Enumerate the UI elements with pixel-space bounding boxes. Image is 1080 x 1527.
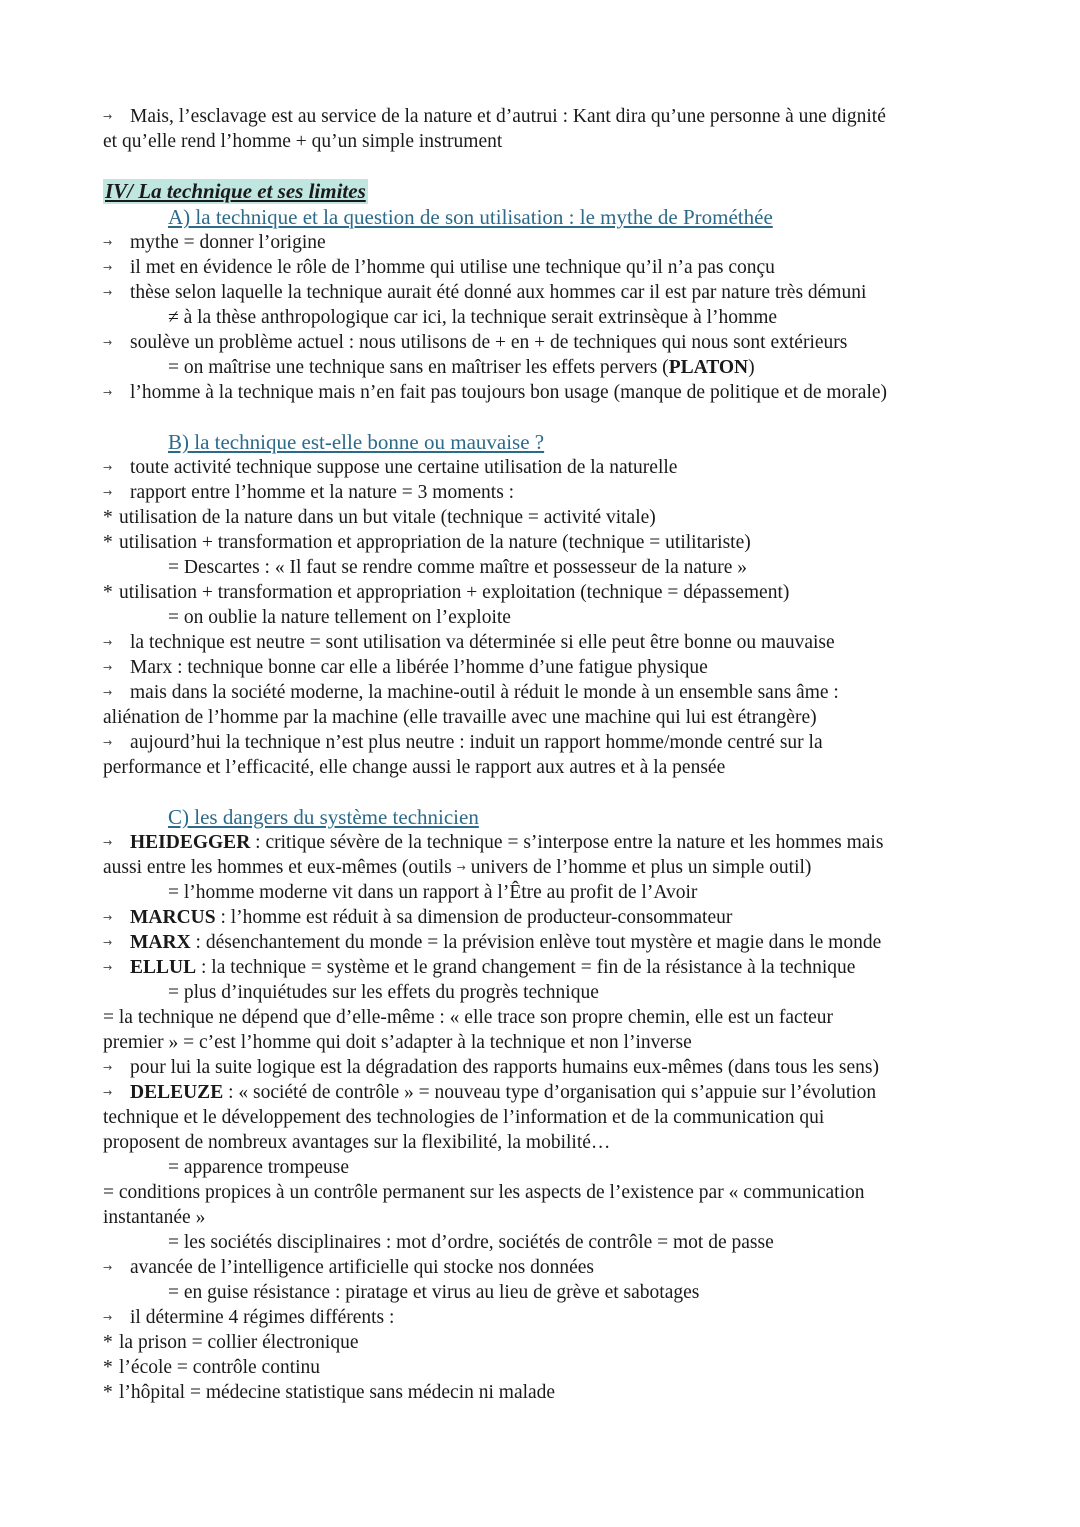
- text-line: performance et l’efficacité, elle change aussi le rapport aux autres et à la pensée: [103, 757, 726, 778]
- intro-line: → Mais, l’esclavage est au service de la nature et d’autrui : Kant dira qu’une personne à une dignité: [103, 106, 886, 127]
- bullet-icon: *: [103, 1357, 113, 1378]
- text-line: aliénation de l’homme par la machine (elle travaille avec une machine qui lui est étrangère): [103, 707, 817, 728]
- document-body: [103, 104, 1003, 1405]
- bullet-item: * utilisation + transformation et appropriation de la nature (technique = utilitariste): [103, 532, 751, 553]
- list-item: → mais dans la société moderne, la machine-outil à réduit le monde à un ensemble sans âme :: [103, 682, 839, 703]
- arrow-icon: →: [103, 636, 113, 649]
- indented-line: = les sociétés disciplinaires : mot d’ordre, sociétés de contrôle = mot de passe: [168, 1232, 774, 1253]
- arrow-icon: →: [103, 661, 113, 674]
- arrow-icon: →: [103, 1086, 113, 1099]
- indented-line: = plus d’inquiétudes sur les effets du progrès technique: [168, 982, 599, 1003]
- list-item: → DELEUZE : « société de contrôle » = nouveau type d’organisation qui s’appuie sur l’évolution: [103, 1082, 877, 1103]
- arrow-icon: →: [103, 936, 113, 949]
- list-item: → toute activité technique suppose une certaine utilisation de la naturelle: [103, 457, 678, 478]
- indented-line: = on oublie la nature tellement on l’exploite: [168, 607, 511, 628]
- list-item: → avancée de l’intelligence artificielle qui stocke nos données: [103, 1257, 595, 1278]
- text-line: instantanée »: [103, 1207, 206, 1228]
- arrow-icon: →: [103, 836, 113, 849]
- arrow-icon: →: [103, 1061, 113, 1074]
- arrow-icon: →: [456, 861, 466, 874]
- list-item: → thèse selon laquelle la technique aurait été donné aux hommes car il est par nature très démuni: [103, 282, 867, 303]
- list-item: → l’homme à la technique mais n’en fait pas toujours bon usage (manque de politique et de morale): [103, 382, 888, 403]
- list-item: → mythe = donner l’origine: [103, 232, 326, 253]
- arrow-icon: →: [103, 336, 113, 349]
- bullet-item: * utilisation + transformation et appropriation + exploitation (technique = dépassement): [103, 582, 790, 603]
- section-heading: IV/ La technique et ses limites: [105, 179, 366, 203]
- text-line: technique et le développement des technologies de l’information et de la communication qui: [103, 1107, 825, 1128]
- bullet-icon: *: [103, 507, 113, 528]
- list-item: → rapport entre l’homme et la nature = 3 moments :: [103, 482, 515, 503]
- bullet-item: * la prison = collier électronique: [103, 1332, 359, 1353]
- indented-line: = apparence trompeuse: [168, 1157, 349, 1178]
- bullet-icon: *: [103, 582, 113, 603]
- text-line: = conditions propices à un contrôle permanent sur les aspects de l’existence par « communication: [103, 1182, 865, 1203]
- list-item: → la technique est neutre = sont utilisation va déterminée si elle peut être bonne ou mauvaise: [103, 632, 835, 653]
- arrow-icon: →: [103, 911, 113, 924]
- bullet-icon: *: [103, 1382, 113, 1403]
- text-line: proposent de nombreux avantages sur la flexibilité, la mobilité…: [103, 1132, 611, 1153]
- bullet-icon: *: [103, 532, 113, 553]
- list-item: → MARCUS : l’homme est réduit à sa dimension de producteur-consommateur: [103, 907, 733, 928]
- arrow-icon: →: [103, 1311, 113, 1324]
- list-item: → aujourd’hui la technique n’est plus neutre : induit un rapport homme/monde centré sur la: [103, 732, 823, 753]
- subsection-a-title: A) la technique et la question de son utilisation : le mythe de Prométhée: [168, 205, 773, 229]
- list-item: → pour lui la suite logique est la dégradation des rapports humains eux-mêmes (dans tous les sens): [103, 1057, 879, 1078]
- indented-line: = on maîtrise une technique sans en maîtriser les effets pervers (PLATON): [168, 357, 755, 378]
- list-item: → il détermine 4 régimes différents :: [103, 1307, 395, 1328]
- indented-line: = en guise résistance : piratage et virus au lieu de grève et sabotages: [168, 1282, 700, 1303]
- indented-line: = Descartes : « Il faut se rendre comme maître et possesseur de la nature »: [168, 557, 747, 578]
- arrow-icon: →: [103, 386, 113, 399]
- bullet-item: * l’hôpital = médecine statistique sans médecin ni malade: [103, 1382, 556, 1403]
- text-line: premier » = c’est l’homme qui doit s’adapter à la technique et non l’inverse: [103, 1032, 692, 1053]
- bullet-item: * utilisation de la nature dans un but vitale (technique = activité vitale): [103, 507, 656, 528]
- arrow-icon: →: [103, 261, 113, 274]
- list-item: → soulève un problème actuel : nous utilisons de + en + de techniques qui nous sont extérieurs: [103, 332, 848, 353]
- arrow-icon: →: [103, 736, 113, 749]
- list-item: → MARX : désenchantement du monde = la prévision enlève tout mystère et magie dans le monde: [103, 932, 882, 953]
- arrow-icon: →: [103, 1261, 113, 1274]
- bullet-icon: *: [103, 1332, 113, 1353]
- bullet-item: * l’école = contrôle continu: [103, 1357, 321, 1378]
- indented-line: = l’homme moderne vit dans un rapport à l’Être au profit de l’Avoir: [168, 882, 698, 903]
- indented-line: ≠ à la thèse anthropologique car ici, la technique serait extrinsèque à l’homme: [168, 307, 778, 328]
- list-item: → il met en évidence le rôle de l’homme qui utilise une technique qu’il n’a pas conçu: [103, 257, 775, 278]
- arrow-icon: →: [103, 486, 113, 499]
- arrow-icon: →: [103, 286, 113, 299]
- arrow-icon: →: [103, 236, 113, 249]
- subsection-c-title: C) les dangers du système technicien: [168, 805, 479, 829]
- arrow-icon: →: [103, 961, 113, 974]
- subsection-b-title: B) la technique est-elle bonne ou mauvaise ?: [168, 430, 545, 454]
- list-item: → Marx : technique bonne car elle a libérée l’homme d’une fatigue physique: [103, 657, 708, 678]
- arrow-icon: →: [103, 461, 113, 474]
- list-item: → ELLUL : la technique = système et le grand changement = fin de la résistance à la technique: [103, 957, 856, 978]
- text-line: = la technique ne dépend que d’elle-même : « elle trace son propre chemin, elle est un facteur: [103, 1007, 834, 1028]
- arrow-icon: →: [103, 686, 113, 699]
- arrow-icon: →: [103, 110, 113, 123]
- intro-line: et qu’elle rend l’homme + qu’un simple instrument: [103, 131, 503, 152]
- list-item: → HEIDEGGER : critique sévère de la technique = s’interpose entre la nature et les hommes mais: [103, 832, 884, 853]
- text-line: aussi entre les hommes et eux-mêmes (outils → univers de l’homme et plus un simple outil): [103, 857, 812, 878]
